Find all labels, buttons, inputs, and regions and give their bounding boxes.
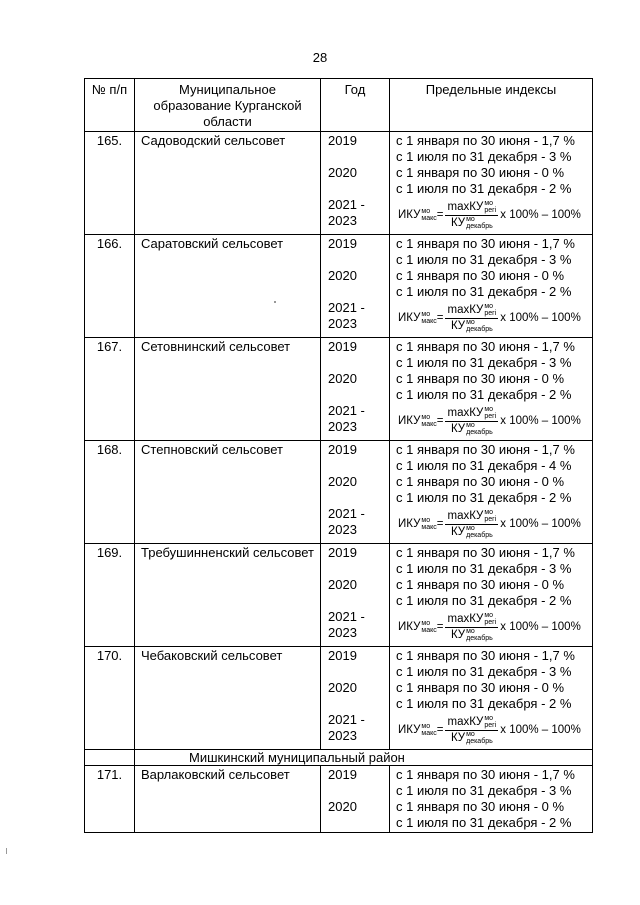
index-line: с 1 июля по 31 декабря - 2 %	[396, 815, 572, 830]
formula-num-indices	[484, 509, 496, 523]
formula-num-text: maxКУ	[447, 201, 484, 214]
table-row	[85, 132, 593, 235]
formula-den-indices	[466, 731, 493, 745]
formula-num-sub: регі	[484, 413, 497, 421]
index-line: с 1 июля по 31 декабря - 3 %	[396, 252, 572, 267]
municipality-name: Саратовский сельсовет	[135, 235, 321, 338]
formula-den-indices	[466, 422, 493, 436]
index-line: с 1 июля по 31 декабря - 2 %	[396, 490, 572, 505]
formula-image: ИКУ мо макс = maxКУ мо регі КУ мо декабрь x 100% – 100%	[398, 715, 581, 745]
page-number: 28	[312, 50, 328, 65]
header-year: Год	[321, 79, 390, 132]
formula-image: ИКУ мо макс = maxКУ мо регі КУ мо декабрь x 100% – 100%	[398, 200, 581, 230]
formula-num-sub: регі	[484, 722, 497, 730]
indexes-cell	[390, 441, 593, 544]
formula-lhs-sub: макс	[421, 730, 437, 737]
formula-num-indices	[484, 612, 496, 626]
index-line: с 1 января по 30 июня - 0 %	[396, 371, 565, 386]
index-line: с 1 июля по 31 декабря - 3 %	[396, 664, 572, 679]
formula-tail: x 100% – 100%	[500, 415, 581, 427]
table-row	[85, 766, 593, 833]
formula-den-sub: декабрь	[466, 737, 493, 745]
municipality-name: Садоводский сельсовет	[135, 132, 321, 235]
formula-denominator	[449, 731, 495, 745]
formula-numerator	[445, 303, 498, 318]
formula-numerator	[445, 612, 498, 627]
formula-image: ИКУ мо макс = maxКУ мо регі КУ мо декабрь x 100% – 100%	[398, 406, 581, 436]
indexes-cell	[390, 544, 593, 647]
index-line: с 1 июля по 31 декабря - 2 %	[396, 181, 572, 196]
formula-lhs: ИКУ	[398, 312, 421, 324]
formula-num-sup: мо	[484, 715, 494, 723]
row-number: 170.	[85, 647, 135, 750]
formula-fraction	[445, 612, 498, 641]
formula-image: ИКУ мо макс = maxКУ мо регі КУ мо декабрь x 100% – 100%	[398, 612, 581, 642]
index-line: с 1 января по 30 июня - 0 %	[396, 577, 565, 592]
year-value: 2020	[328, 371, 357, 386]
formula-image: ИКУ мо макс = maxКУ мо регі КУ мо декабрь x 100% – 100%	[398, 303, 581, 333]
formula-lhs-sub: макс	[421, 215, 437, 222]
row-number: 169.	[85, 544, 135, 647]
index-line: с 1 января по 30 июня - 1,7 %	[396, 767, 575, 782]
formula-num-indices	[484, 200, 496, 214]
row-number: 168.	[85, 441, 135, 544]
section-empty-cell	[85, 750, 135, 766]
formula-denominator	[449, 525, 495, 539]
formula-fraction	[445, 200, 498, 229]
indexes-table	[84, 78, 593, 833]
index-line: с 1 июля по 31 декабря - 4 %	[396, 458, 572, 473]
index-line: с 1 июля по 31 декабря - 3 %	[396, 355, 572, 370]
formula-lhs: ИКУ	[398, 415, 421, 427]
formula-fraction	[445, 303, 498, 332]
formula-den-sup: мо	[466, 627, 475, 635]
formula-num-text: maxКУ	[447, 407, 484, 420]
index-line: с 1 июля по 31 декабря - 2 %	[396, 696, 572, 711]
municipality-name: Степновский сельсовет	[135, 441, 321, 544]
municipality-name: Требушинненский сельсовет	[135, 544, 321, 647]
year-cell	[321, 132, 390, 235]
formula-tail: x 100% – 100%	[500, 724, 581, 736]
municipality-name: Чебаковский сельсовет	[135, 647, 321, 750]
formula-den-sup: мо	[466, 730, 475, 738]
index-line: с 1 июля по 31 декабря - 3 %	[396, 561, 572, 576]
formula-lhs: ИКУ	[398, 518, 421, 530]
formula-tail: x 100% – 100%	[500, 621, 581, 633]
formula-den-text: КУ	[450, 319, 466, 332]
formula-lhs-indices	[421, 414, 436, 428]
formula-lhs: ИКУ	[398, 724, 421, 736]
formula-num-sub: регі	[484, 619, 497, 627]
formula-fraction	[445, 715, 498, 744]
index-line: с 1 января по 30 июня - 1,7 %	[396, 442, 575, 457]
formula-den-text: КУ	[450, 216, 466, 229]
formula-den-text: КУ	[450, 731, 466, 744]
year-cell	[321, 235, 390, 338]
year-value: 2019	[328, 648, 357, 663]
formula-lhs-indices	[421, 208, 436, 222]
index-line: с 1 января по 30 июня - 0 %	[396, 799, 565, 814]
formula-den-text: КУ	[450, 525, 466, 538]
indexes-cell	[390, 766, 593, 833]
formula-lhs-sub: макс	[421, 524, 437, 531]
formula-num-sup: мо	[484, 406, 494, 414]
header-municipality: Муниципальное образование Курганской области	[135, 79, 321, 132]
formula-den-sup: мо	[466, 524, 475, 532]
formula-numerator	[445, 715, 498, 730]
formula-num-indices	[484, 303, 496, 317]
formula-den-sub: декабрь	[466, 222, 493, 230]
formula-lhs: ИКУ	[398, 209, 421, 221]
formula-den-sub: декабрь	[466, 428, 493, 436]
formula-numerator	[445, 200, 498, 215]
index-line: с 1 января по 30 июня - 1,7 %	[396, 545, 575, 560]
formula-num-text: maxКУ	[447, 613, 484, 626]
year-value: 2020	[328, 474, 357, 489]
index-line: с 1 января по 30 июня - 1,7 %	[396, 236, 575, 251]
year-value: 2021 - 2023	[328, 609, 365, 640]
index-line: с 1 января по 30 июня - 1,7 %	[396, 648, 575, 663]
formula-den-sup: мо	[466, 215, 475, 223]
formula-denominator	[449, 319, 495, 333]
year-cell	[321, 766, 390, 833]
formula-lhs-sub: макс	[421, 318, 437, 325]
formula-num-indices	[484, 406, 496, 420]
scan-speck	[274, 301, 276, 303]
indexes-cell	[390, 647, 593, 750]
formula-denominator	[449, 422, 495, 436]
table-row	[85, 441, 593, 544]
formula-num-sup: мо	[484, 612, 494, 620]
year-value: 2019	[328, 133, 357, 148]
year-cell	[321, 647, 390, 750]
formula-lhs-indices	[421, 620, 436, 634]
formula-den-indices	[466, 319, 493, 333]
row-number: 166.	[85, 235, 135, 338]
row-number: 171.	[85, 766, 135, 833]
formula-lhs-sup: мо	[421, 208, 431, 215]
formula-den-sub: декабрь	[466, 634, 493, 642]
formula-tail: x 100% – 100%	[500, 209, 581, 221]
formula-lhs-sub: макс	[421, 421, 437, 428]
formula-tail: x 100% – 100%	[500, 312, 581, 324]
year-value: 2020	[328, 577, 357, 592]
formula-num-sup: мо	[484, 200, 494, 208]
year-value: 2020	[328, 165, 357, 180]
formula-lhs-sup: мо	[421, 414, 431, 421]
scan-margin-mark	[6, 848, 7, 854]
year-value: 2019	[328, 339, 357, 354]
formula-num-sub: регі	[484, 516, 497, 524]
year-value: 2020	[328, 680, 357, 695]
year-value: 2019	[328, 767, 357, 782]
formula-den-text: КУ	[450, 628, 466, 641]
formula-lhs-sup: мо	[421, 723, 431, 730]
formula-lhs-indices	[421, 517, 436, 531]
index-line: с 1 января по 30 июня - 1,7 %	[396, 133, 575, 148]
formula-fraction	[445, 406, 498, 435]
formula-den-indices	[466, 628, 493, 642]
formula-den-sub: декабрь	[466, 531, 493, 539]
formula-num-sup: мо	[484, 509, 494, 517]
year-cell	[321, 441, 390, 544]
formula-denominator	[449, 628, 495, 642]
year-value: 2020	[328, 799, 357, 814]
municipality-name: Варлаковский сельсовет	[135, 766, 321, 833]
municipality-name: Сетовнинский сельсовет	[135, 338, 321, 441]
row-number: 165.	[85, 132, 135, 235]
index-line: с 1 января по 30 июня - 0 %	[396, 268, 565, 283]
formula-lhs-indices	[421, 723, 436, 737]
year-value: 2019	[328, 442, 357, 457]
formula-den-sup: мо	[466, 318, 475, 326]
indexes-cell	[390, 235, 593, 338]
year-value: 2021 - 2023	[328, 300, 365, 331]
formula-numerator	[445, 509, 498, 524]
formula-num-indices	[484, 715, 496, 729]
formula-lhs-sup: мо	[421, 311, 431, 318]
year-value: 2021 - 2023	[328, 506, 365, 537]
formula-fraction	[445, 509, 498, 538]
formula-num-text: maxКУ	[447, 716, 484, 729]
year-cell	[321, 544, 390, 647]
formula-num-sub: регі	[484, 207, 497, 215]
index-line: с 1 июля по 31 декабря - 2 %	[396, 284, 572, 299]
formula-image: ИКУ мо макс = maxКУ мо регі КУ мо декабрь x 100% – 100%	[398, 509, 581, 539]
year-value: 2021 - 2023	[328, 403, 365, 434]
formula-den-text: КУ	[450, 422, 466, 435]
formula-lhs: ИКУ	[398, 621, 421, 633]
year-value: 2021 - 2023	[328, 712, 365, 743]
index-line: с 1 июля по 31 декабря - 3 %	[396, 149, 572, 164]
row-number: 167.	[85, 338, 135, 441]
year-value: 2021 - 2023	[328, 197, 365, 228]
table-row	[85, 544, 593, 647]
table-header-row	[85, 79, 593, 132]
formula-lhs-sub: макс	[421, 627, 437, 634]
table-row	[85, 338, 593, 441]
indexes-cell	[390, 338, 593, 441]
index-line: с 1 июля по 31 декабря - 3 %	[396, 783, 572, 798]
formula-tail: x 100% – 100%	[500, 518, 581, 530]
formula-lhs-indices	[421, 311, 436, 325]
header-num: № п/п	[85, 79, 135, 132]
section-title: Мишкинский муниципальный район	[135, 750, 593, 766]
formula-den-sub: декабрь	[466, 325, 493, 333]
section-row	[85, 750, 593, 766]
index-line: с 1 января по 30 июня - 0 %	[396, 680, 565, 695]
index-line: с 1 июля по 31 декабря - 2 %	[396, 593, 572, 608]
index-line: с 1 января по 30 июня - 1,7 %	[396, 339, 575, 354]
formula-num-text: maxКУ	[447, 510, 484, 523]
formula-lhs-sup: мо	[421, 517, 431, 524]
formula-num-text: maxКУ	[447, 304, 484, 317]
formula-den-indices	[466, 525, 493, 539]
year-value: 2019	[328, 236, 357, 251]
formula-num-sup: мо	[484, 303, 494, 311]
indexes-cell	[390, 132, 593, 235]
table-row	[85, 647, 593, 750]
formula-denominator	[449, 216, 495, 230]
index-line: с 1 июля по 31 декабря - 2 %	[396, 387, 572, 402]
formula-lhs-sup: мо	[421, 620, 431, 627]
index-line: с 1 января по 30 июня - 0 %	[396, 165, 565, 180]
formula-numerator	[445, 406, 498, 421]
year-value: 2020	[328, 268, 357, 283]
formula-num-sub: регі	[484, 310, 497, 318]
table-row	[85, 235, 593, 338]
index-line: с 1 января по 30 июня - 0 %	[396, 474, 565, 489]
year-value: 2019	[328, 545, 357, 560]
formula-den-indices	[466, 216, 493, 230]
year-cell	[321, 338, 390, 441]
formula-den-sup: мо	[466, 421, 475, 429]
header-indexes: Предельные индексы	[390, 79, 593, 132]
